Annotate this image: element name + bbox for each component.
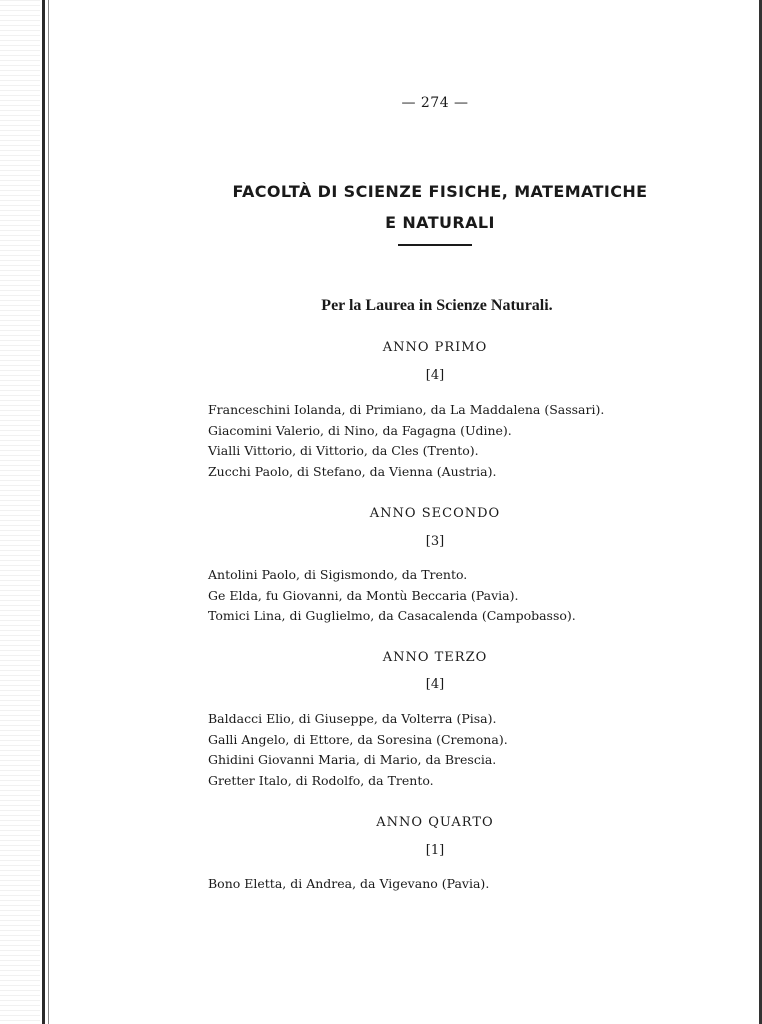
title-divider (398, 244, 472, 246)
student-entry: Bono Eletta, di Andrea, da Vigevano (Pavia). (208, 876, 490, 891)
student-entry: Antolini Paolo, di Sigismondo, da Trento. (208, 567, 468, 582)
student-entry: Zucchi Paolo, di Stefano, da Vienna (Austria). (208, 463, 497, 479)
year-heading-secondo: ANNO SECONDO (369, 506, 501, 521)
student-list-secondo (208, 565, 708, 627)
year-count-quarto: [1] (425, 843, 445, 858)
year-heading-primo: ANNO PRIMO (382, 340, 488, 355)
year-heading-terzo: ANNO TERZO (382, 650, 488, 665)
student-entry: Vialli Vittorio, di Vittorio, da Cles (Trento). (208, 443, 479, 458)
year-count-terzo: [4] (425, 677, 445, 692)
year-heading-quarto: ANNO QUARTO (376, 815, 494, 830)
year-count-secondo: [3] (425, 534, 445, 549)
faculty-title-line-2: E NATURALI (385, 213, 495, 232)
page-number: — 274 — (401, 95, 469, 111)
student-list-primo (208, 400, 708, 482)
faculty-title (210, 176, 670, 238)
faculty-title-line-1: FACOLTÀ DI SCIENZE FISICHE, MATEMATICHE (232, 182, 648, 201)
student-entry: Gretter Italo, di Rodolfo, da Trento. (208, 772, 434, 788)
student-entry: Baldacci Elio, di Giuseppe, da Volterra (Pisa). (208, 711, 497, 726)
degree-heading: Per la Laurea in Scienze Naturali. (321, 297, 553, 314)
student-entry: Galli Angelo, di Ettore, da Soresina (Cremona). (208, 731, 508, 747)
student-entry: Giacomini Valerio, di Nino, da Fagagna (Udine). (208, 422, 512, 438)
student-list-terzo (208, 709, 708, 791)
student-entry: Ghidini Giovanni Maria, di Mario, da Brescia. (208, 752, 497, 767)
year-count-primo: [4] (425, 368, 445, 383)
student-entry: Franceschini Iolanda, di Primiano, da La Maddalena (Sassari). (208, 402, 605, 417)
student-entry: Tomici Lina, di Guglielmo, da Casacalenda (Campobasso). (208, 608, 576, 623)
student-list-quarto (208, 874, 708, 895)
student-entry: Ge Elda, fu Giovanni, da Montù Beccaria (Pavia). (208, 587, 519, 603)
